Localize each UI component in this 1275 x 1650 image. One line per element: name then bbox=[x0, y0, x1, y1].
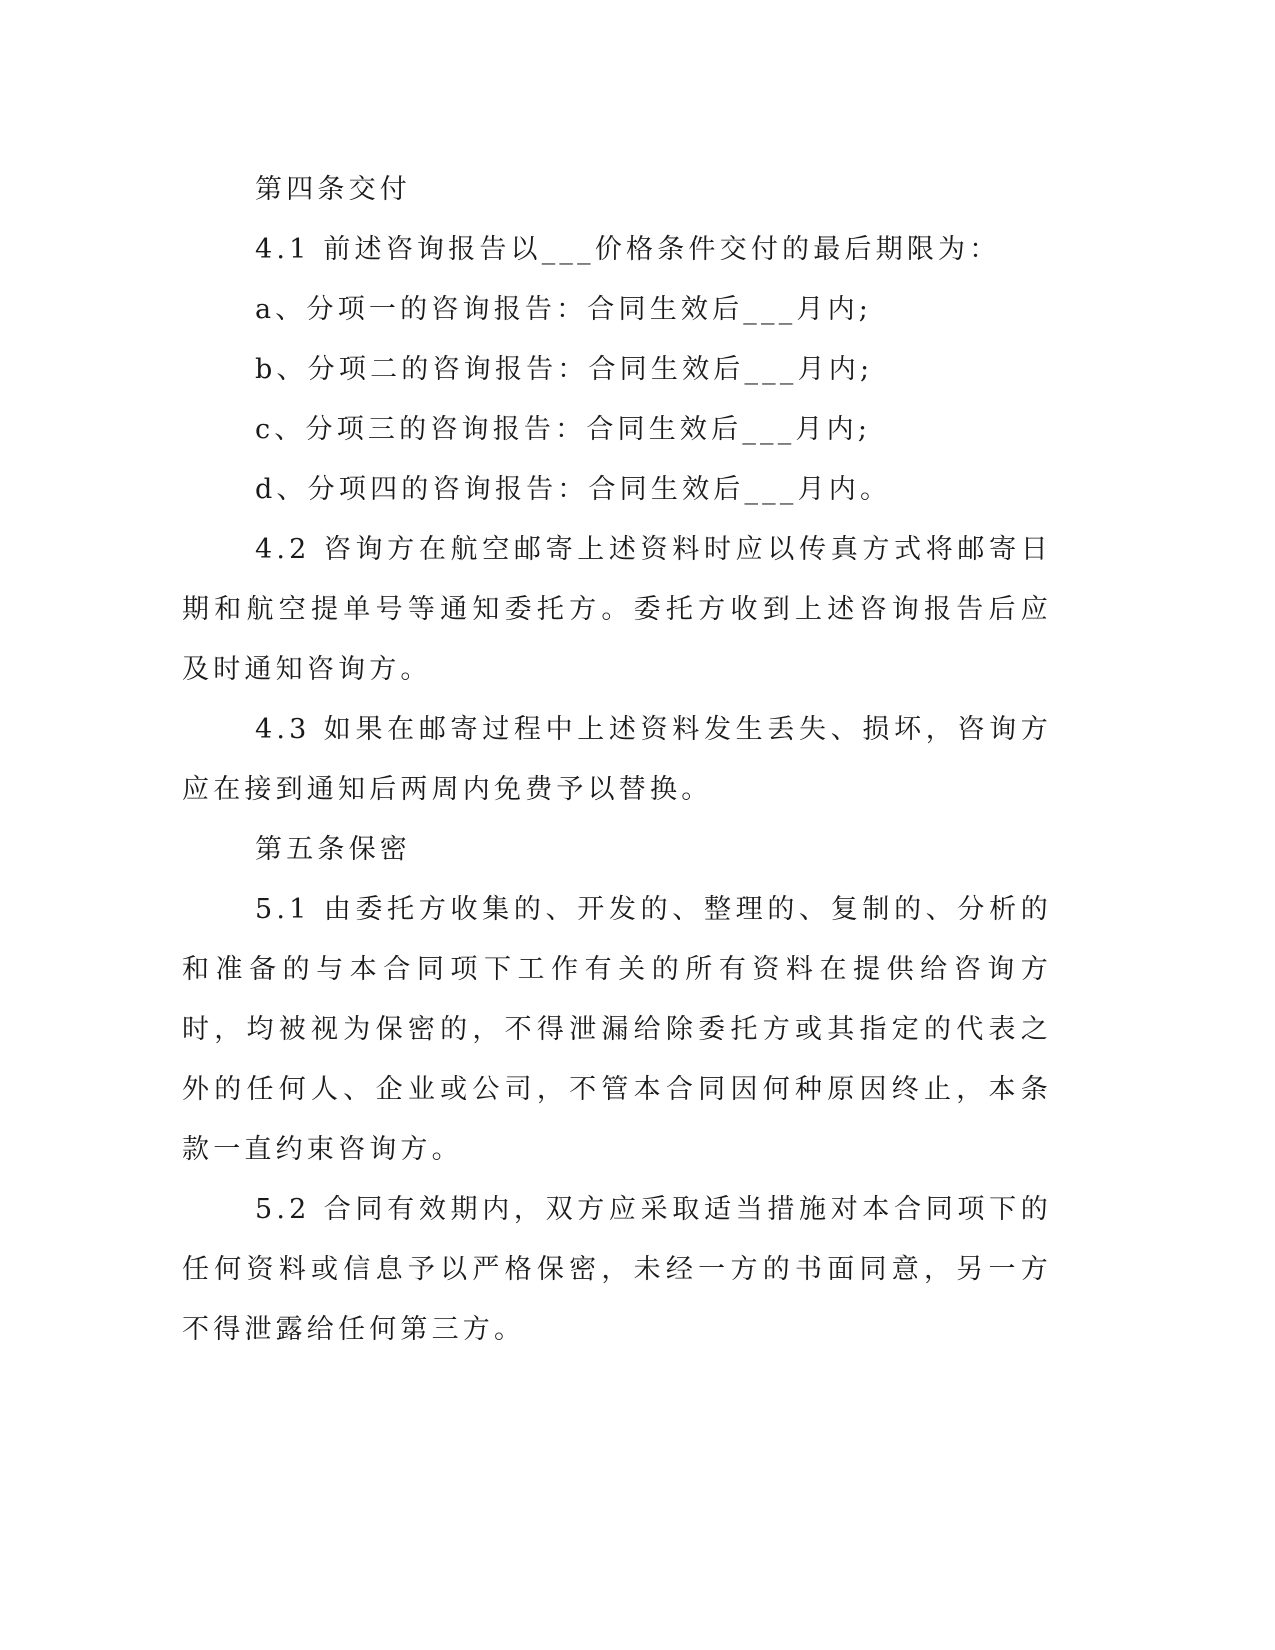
article-5-heading: 第五条保密 bbox=[255, 834, 411, 865]
clause-4-1-item-d: d、分项四的咨询报告：合同生效后___月内。 bbox=[255, 474, 892, 505]
clause-4-1-item-b: b、分项二的咨询报告：合同生效后___月内; bbox=[255, 354, 874, 385]
clause-4-1: 4.1 前述咨询报告以___价格条件交付的最后期限为： bbox=[255, 234, 1001, 265]
clause-5-1: 5.1 由委托方收集的、开发的、整理的、复制的、分析的和准备的与本合同项下工作有关的所有资料在提供给咨询方时，均被视为保密的，不得泄漏给除委托方或其指定的代表之外的任何人、企业或公司，不管本合同因何种原因终止，本条款一直约束咨询方。 bbox=[182, 894, 1052, 1165]
article-4-heading: 第四条交付 bbox=[255, 174, 411, 205]
clause-4-3: 4.3 如果在邮寄过程中上述资料发生丢失、损坏，咨询方应在接到通知后两周内免费予以替换。 bbox=[182, 714, 1052, 805]
document-body bbox=[182, 160, 1052, 1360]
clause-5-2: 5.2 合同有效期内，双方应采取适当措施对本合同项下的任何资料或信息予以严格保密，未经一方的书面同意，另一方不得泄露给任何第三方。 bbox=[182, 1194, 1052, 1345]
clause-4-1-item-c: c、分项三的咨询报告：合同生效后___月内; bbox=[255, 414, 872, 445]
clause-4-2: 4.2 咨询方在航空邮寄上述资料时应以传真方式将邮寄日期和航空提单号等通知委托方。委托方收到上述咨询报告后应及时通知咨询方。 bbox=[182, 534, 1052, 685]
clause-4-1-item-a: a、分项一的咨询报告：合同生效后___月内; bbox=[255, 294, 873, 325]
